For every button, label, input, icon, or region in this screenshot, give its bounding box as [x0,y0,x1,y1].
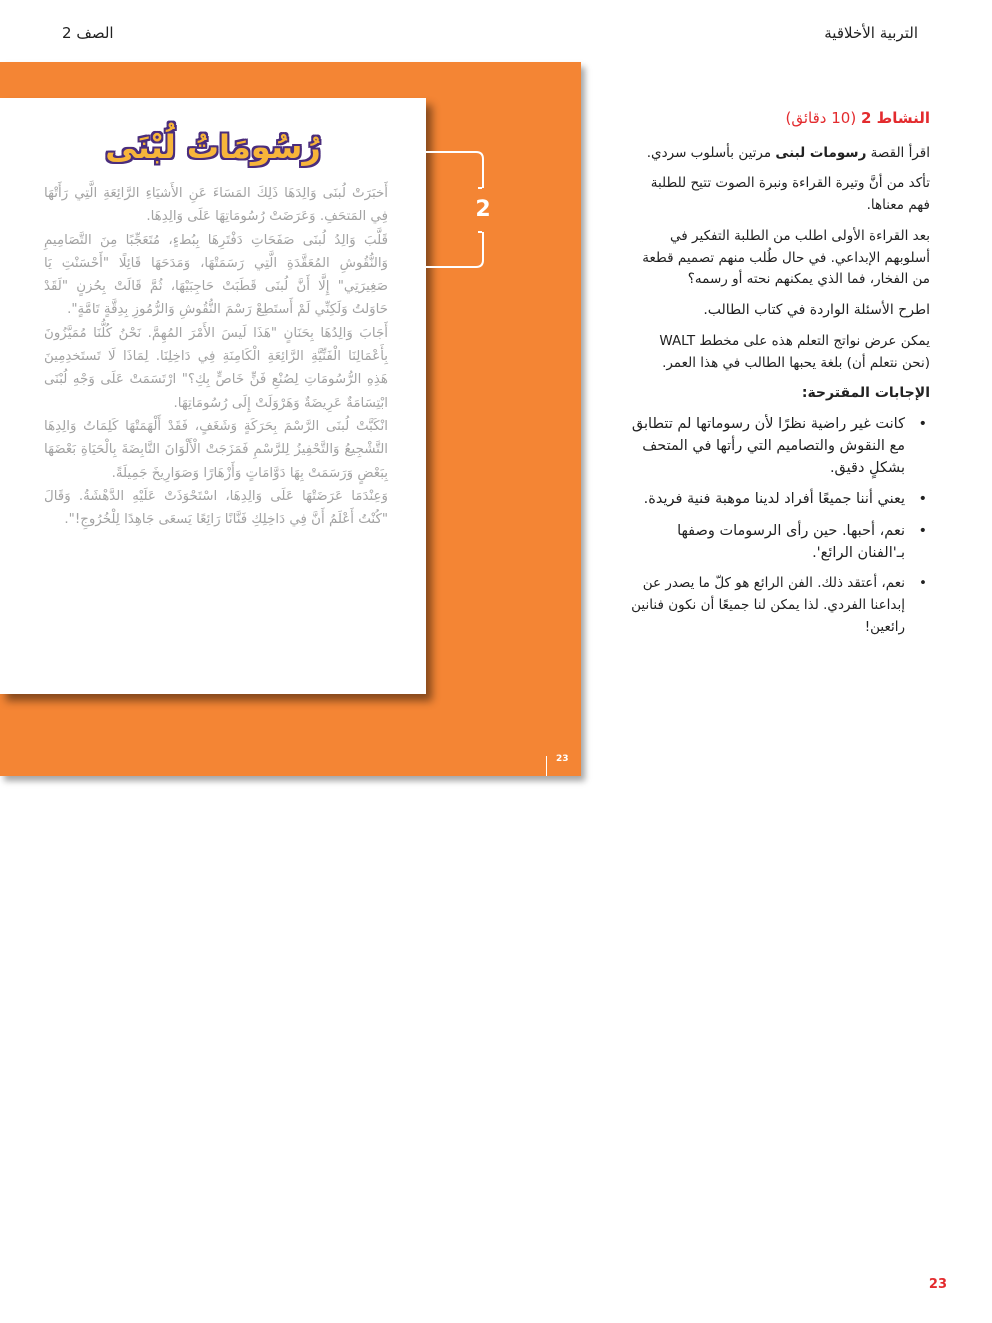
answer-list [630,572,930,638]
instruction-pace: تأكد من أنَّ وتيرة القراءة ونبرة الصوت تتيح للطلبة فهم معناها. [650,175,930,213]
story-paragraph: قَلَّبَ وَالِدُ لُبنَى صَفَحَاتِ دَفْتَرِهَا بِبُطءٍ، مُتَعَجِّبًا مِنَ التَّصَامِيمِ وَالنُّقُوشِ المُعَقَّدَةِ الَّتِي رَسَمَتْهَا، وَمَدَحَهَا قَائِلًا "أَحْسَنْتِ يَا صَغِيرَتِي" إِلَّا أَنَّ لُبنَى قَطَبَتْ حَاجِبَيْهَا، ثُمَّ قَالَتْ بِحُزنٍ "لَقَدْ حَاوَلتُ وَلَكِنِّي لَمْ أَستَطِعْ رَسْمَ النُّقُوشِ وَالرُّمُوزِ بِدِقَّةٍ تَامَّةٍ". [44,232,388,318]
grade-label: الصف 2 [62,24,114,42]
instruction-walt: يمكن عرض نواتج التعلم هذه على مخطط WALT (نحن نتعلم أن) بلغة يحبها الطالب في هذا العمر. [659,333,930,371]
answers-heading: الإجابات المقترحة: [801,385,930,401]
instruction-text: اقرأ القصة [866,145,930,161]
story-paragraph: أَجَابَ وَالِدُهَا بِحَنَانٍ "هَذَا لَيسَ الأَمْرَ المُهِمَّ. نَحْنُ كُلُّنَا مُمَيَّزُونَ بِأَعْمَالِنَا الْفَنِّيَّةِ الرَّائِعَةِ الْكَامِنَةِ فِي دَاخِلِنَا. لِمَاذَا لَا تَستَخدِمِينَ هَذِهِ الرُّسُومَاتِ لِصُنْعِ فَنٍّ خَاصٍّ بِكِ؟" ارْتَسَمَتْ عَلَى وَجْهِ لُبْنَى ابْتِسَامَةٌ عَرِيضَةٌ وَهَرْوَلَتْ إِلَى رُسُومَاتِهَا. [44,325,388,411]
book-page-number: 23 [556,754,569,764]
activity-label: النشاط 2 [860,109,930,127]
answer-list [630,488,930,510]
answer-item: • نعم، أحبها. حين رأى الرسومات وصفها بـ'الفنان الرائع'. [630,520,905,564]
story-paragraph: انْكَبَّتْ لُبنَى الرَّسْمَ بِحَرَكَةٍ وَشَغَفٍ، فَقَدْ أَلْهَمَتْهَا كَلِمَاتُ وَالِدِهَا التَّشْجِيعُ وَالتَّحْفِيزُ لِلرَّسْمِ فَمَزَجَتْ الْأَلْوَانَ النَّابِضَةَ بِالْحَيَاةِ بَعْضَهَا بِبَعْضٍ وَرَسَمَتْ بِهَا دَوَّامَاتٍ وَأَزْهَارًا وَصَوَارِيخَ جَمِيلَةً. [44,418,388,481]
story-text [44,182,388,531]
answer-item: • نعم، أعتقد ذلك. الفن الرائع هو كلّ ما يصدر عن إبداعنا الفردي. لذا يمكن لنا جميعًا أن نكون فنانين رائعين! [630,572,905,638]
activity-time: (10 دقائق) [785,109,857,127]
story-paragraph: وَعِنْدَمَا عَرَضَتْهَا عَلَى وَالِدِهَا، اسْتَحْوَذَتْ عَلَيْهِ الدَّهْشَةُ. وَقَالَ "كُنْتُ أَعْلَمُ أَنَّ فِي دَاخِلِكِ فَنَّانًا رَائِعًا يَسعَى جَاهِدًا لِلْخُرُوجِ!". [44,488,388,528]
answer-item: • يعني أننا جميعًا أفراد لدينا موهبة فنية فريدة. [630,488,905,510]
instruction-text: مرتين بأسلوب سردي. [646,145,776,161]
instruction-read [630,143,930,165]
instruction-reflect: بعد القراءة الأولى اطلب من الطلبة التفكير في أسلوبهم الإبداعي. في حال طُلب منهم تصميم قطعة من الفخار، فما الذي يمكنهم نحته أو رسمه؟ [642,228,930,287]
bullet-icon: • [918,523,927,539]
bullet-icon: • [918,491,927,507]
answer-list [630,413,930,479]
answer-list [630,520,930,564]
guide-page-number: 23 [928,1277,947,1292]
bullet-icon: • [918,416,927,432]
story-name: رسومات لبنى [775,145,867,161]
story-page-number: 2 [475,197,491,222]
answer-item: • كانت غير راضية نظرًا لأن رسوماتها لم تتطابق مع النقوش والتصاميم التي رأتها في المتحف بشكلٍ دقيق. [630,413,905,479]
activity-heading [630,108,930,130]
footer-divider [546,756,547,776]
story-paragraph: أَخبَرَتْ لُبنَى وَالِدَهَا ذَلِكَ المَسَاءَ عَنِ الأَشيَاءِ الرَّائِعَةِ الَّتِي رَأَتْهَا فِي المَتحَفِ. وَعَرَضَتْ رُسُومَاتِهَا عَلَى وَالِدِهَا. [44,186,388,225]
story-title: رُسُومَاتُ لُبْنَى [105,128,321,166]
instruction-questions: اطرح الأسئلة الواردة في كتاب الطالب. [703,302,930,318]
subject-title: التربية الأخلاقية [824,24,918,42]
bullet-icon: • [919,575,927,591]
